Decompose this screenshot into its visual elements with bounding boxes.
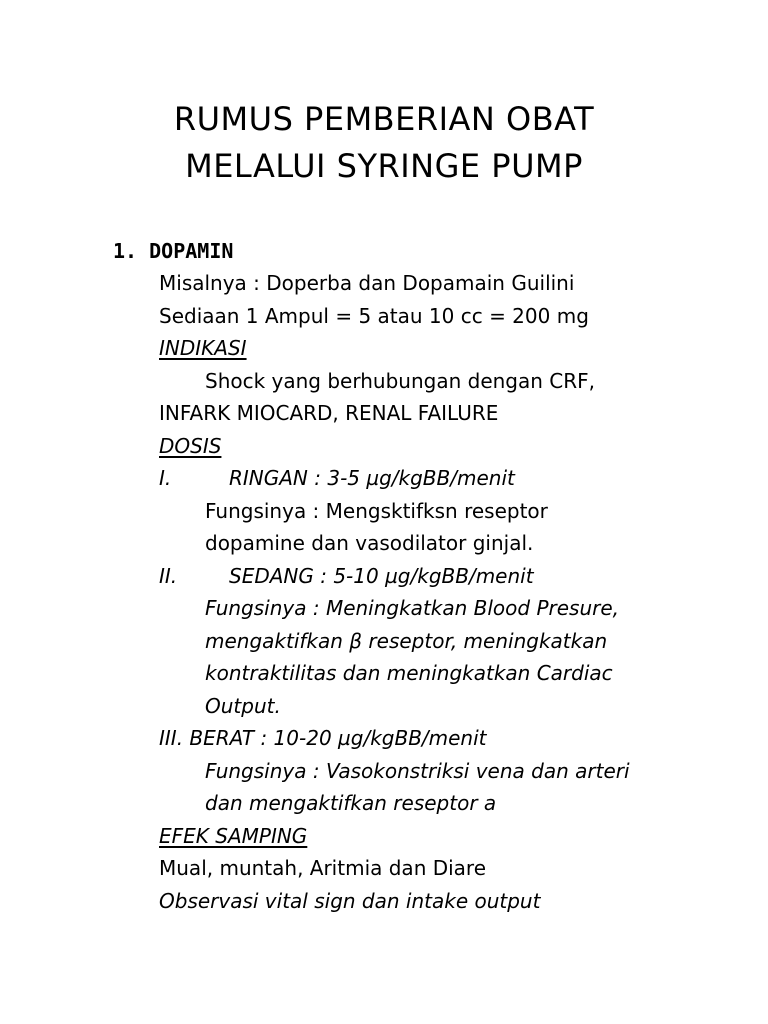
dosis-ringan xyxy=(159,463,515,493)
dosis-ringan-fungsi-1: Fungsinya : Mengsktifksn reseptor xyxy=(205,499,548,523)
dosis-numeral-2: II. xyxy=(159,564,178,588)
sediaan-line: Sediaan 1 Ampul = 5 atau 10 cc = 200 mg xyxy=(159,304,589,328)
section-heading-dopamin: 1. DOPAMIN xyxy=(113,239,234,263)
efek-samping-text: Mual, muntah, Aritmia dan Diare xyxy=(159,856,487,880)
dosis-numeral-1: I. xyxy=(159,466,172,490)
dosis-sedang-fungsi-4: Output. xyxy=(205,694,281,718)
dosis-sedang-fungsi-2: mengaktifkan β reseptor, meningkatkan xyxy=(205,629,608,653)
dosis-berat-fungsi-2: dan mengaktifkan reseptor a xyxy=(205,791,497,815)
title-line-1: RUMUS PEMBERIAN OBAT xyxy=(173,100,595,138)
dosis-sedang-fungsi-1: Fungsinya : Meningkatkan Blood Presure, xyxy=(205,596,620,620)
misalnya-line: Misalnya : Doperba dan Dopamain Guilini xyxy=(159,271,575,295)
dosis-label: DOSIS xyxy=(159,434,222,458)
dosis-ringan-text: RINGAN : 3-5 µg/kgBB/menit xyxy=(229,466,515,490)
dosis-ringan-fungsi-2: dopamine dan vasodilator ginjal. xyxy=(205,531,534,555)
dosis-sedang-text: SEDANG : 5-10 µg/kgBB/menit xyxy=(229,564,534,588)
indikasi-line-1: Shock yang berhubungan dengan CRF, xyxy=(205,369,595,393)
indikasi-label: INDIKASI xyxy=(159,336,247,360)
dosis-berat: III. BERAT : 10-20 µg/kgBB/menit xyxy=(159,726,487,750)
observasi-line: Observasi vital sign dan intake output xyxy=(159,889,541,913)
dosis-sedang xyxy=(159,561,534,591)
dosis-sedang-fungsi-3: kontraktilitas dan meningkatkan Cardiac xyxy=(205,661,613,685)
efek-samping-label: EFEK SAMPING xyxy=(159,824,308,848)
indikasi-line-2: INFARK MIOCARD, RENAL FAILURE xyxy=(159,401,499,425)
title-line-2: MELALUI SYRINGE PUMP xyxy=(185,147,583,185)
dosis-berat-fungsi-1: Fungsinya : Vasokonstriksi vena dan arteri xyxy=(205,759,630,783)
